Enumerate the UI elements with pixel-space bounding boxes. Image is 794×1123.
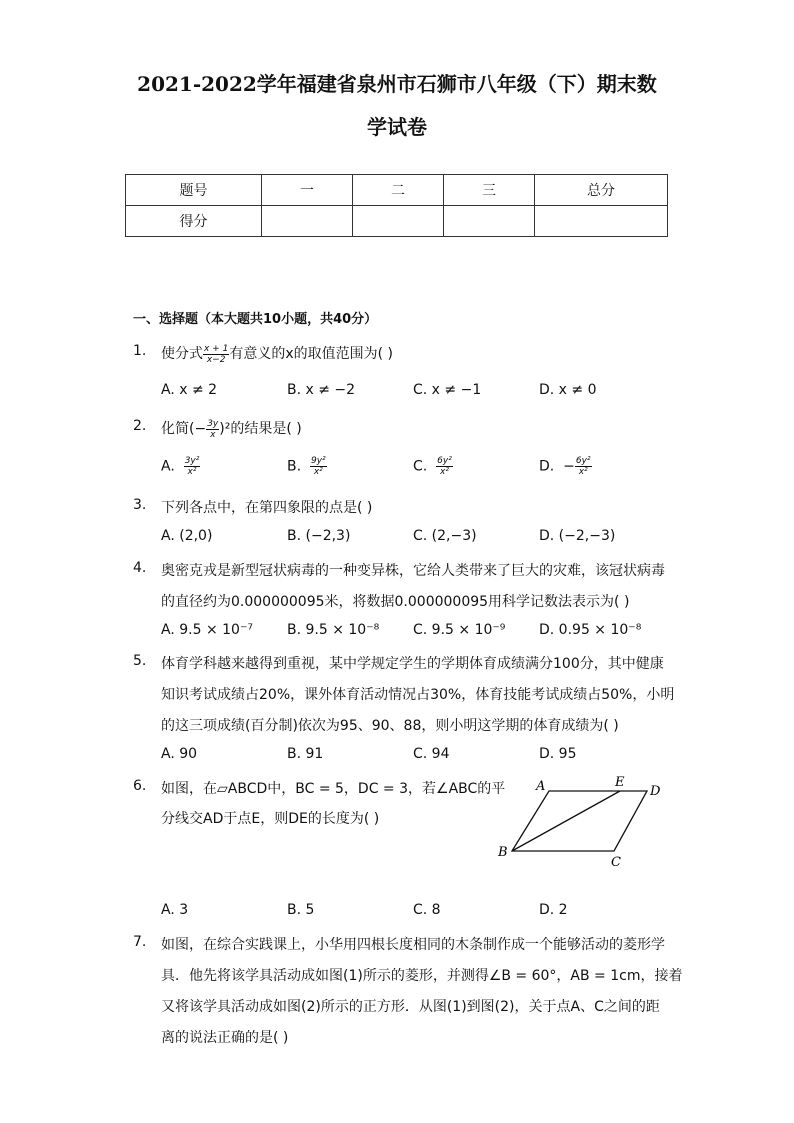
question-text: 具．他先将该学具活动成如图(1)所示的菱形，并测得∠B = 60°，AB = 1cm，接着 [161, 968, 683, 984]
question-text: 的直径约为0.000000095米，将数据0.000000095用科学记数法表示为( ) [161, 594, 630, 610]
score-cell[interactable] [353, 206, 444, 237]
question-number: 1. [133, 343, 147, 359]
score-cell[interactable] [444, 206, 535, 237]
option-d[interactable]: D. 2 [539, 902, 568, 918]
option-c[interactable]: C. 8 [413, 902, 441, 918]
question-number: 4. [133, 560, 147, 576]
score-table-header-row [126, 175, 668, 206]
option-a[interactable]: A. 3 [161, 902, 189, 918]
section-heading: 一、选择题（本大题共10小题，共40分） [133, 312, 378, 327]
option-b[interactable]: B. x ≠ −2 [287, 382, 356, 398]
question-text: 有意义的x的取值范围为( ) [229, 346, 393, 362]
option-a[interactable]: A. $\frac{\text{3y²}}{\text{x²}}$ [161, 456, 200, 477]
question-number: 6. [133, 778, 147, 794]
question-text: )²的结果是( ) [219, 421, 302, 437]
question-number: 5. [133, 653, 147, 669]
question-text: 化简(− [161, 421, 207, 437]
fraction: $\frac{\text{9y²}}{\text{x²}}$ [310, 456, 326, 477]
question-text: 的这三项成绩(百分制)依次为95、90、88，则小明这学期的体育成绩为( ) [161, 718, 619, 734]
score-header-cell: 总分 [535, 175, 668, 206]
option-c[interactable]: C. x ≠ −1 [413, 382, 482, 398]
question-number: 7. [133, 934, 147, 950]
option-b[interactable]: B. 5 [287, 902, 315, 918]
option-b[interactable]: B. $\frac{\text{9y²}}{\text{x²}}$ [287, 456, 326, 477]
option-c[interactable]: C. $\frac{\text{6y²}}{\text{x²}}$ [413, 456, 452, 477]
option-b[interactable]: B. 9.5 × 10⁻⁸ [287, 622, 380, 638]
question-text: 如图，在▱ABCD中，BC = 5，DC = 3，若∠ABC的平 [161, 781, 506, 797]
question-number: 3. [133, 497, 147, 513]
fraction: $\frac{x + 1}{x-2}$ [204, 343, 229, 365]
score-table [125, 174, 668, 237]
option-b[interactable]: B. (−2,3) [287, 528, 351, 544]
point-label-e: E [615, 775, 625, 790]
score-header-cell: 题号 [126, 175, 262, 206]
point-label-a: A [536, 779, 546, 794]
question-text: 又将该学具活动成如图(2)所示的正方形．从图(1)到图(2)，关于点A、C之间的距 [161, 999, 660, 1015]
question-text: 体育学科越来越得到重视，某中学规定学生的学期体育成绩满分100分，其中健康 [161, 656, 664, 672]
option-d[interactable]: D. x ≠ 0 [539, 382, 597, 398]
question-text: 下列各点中，在第四象限的点是( ) [161, 500, 373, 516]
fraction: $\frac{3y}{x}$ [207, 418, 219, 440]
option-d[interactable]: D. − $\frac{\text{6y²}}{\text{x²}}$ [539, 456, 591, 477]
fraction: $\frac{\text{6y²}}{\text{x²}}$ [575, 456, 591, 477]
score-cell[interactable] [262, 206, 353, 237]
score-header-cell: 二 [353, 175, 444, 206]
option-d[interactable]: D. 95 [539, 746, 577, 762]
question-text: 奥密克戎是新型冠状病毒的一种变异株，它给人类带来了巨大的灾难，该冠状病毒 [161, 563, 665, 579]
question-text: 使分式 [161, 346, 203, 362]
exam-title-line2: 学试卷 [367, 115, 427, 139]
option-c[interactable]: C. 9.5 × 10⁻⁹ [413, 622, 506, 638]
point-label-c: C [611, 855, 621, 870]
point-label-d: D [650, 784, 661, 799]
parallelogram-abcd [512, 791, 647, 851]
option-d[interactable]: D. 0.95 × 10⁻⁸ [539, 622, 642, 638]
score-header-cell: 一 [262, 175, 353, 206]
question-text: 离的说法正确的是( ) [161, 1030, 289, 1046]
fraction: $\frac{\text{6y²}}{\text{x²}}$ [437, 456, 452, 477]
angle-bisector-be [512, 791, 620, 851]
option-b[interactable]: B. 91 [287, 746, 324, 762]
question-text: 分线交AD于点E，则DE的长度为( ) [161, 811, 380, 827]
option-c[interactable]: C. (2,−3) [413, 528, 477, 544]
score-header-cell: 三 [444, 175, 535, 206]
exam-title-line1: 2021-2022学年福建省泉州市石狮市八年级（下）期末数 [137, 72, 657, 96]
score-row-label: 得分 [126, 206, 262, 237]
parallelogram-figure [490, 772, 670, 872]
question-text: 如图，在综合实践课上，小华用四根长度相同的木条制作成一个能够活动的菱形学 [161, 937, 665, 953]
fraction: $\frac{\text{3y²}}{\text{x²}}$ [184, 456, 200, 477]
option-a[interactable]: A. (2,0) [161, 528, 213, 544]
option-a[interactable]: A. x ≠ 2 [161, 382, 218, 398]
point-label-b: B [498, 845, 508, 860]
option-a[interactable]: A. 90 [161, 746, 198, 762]
option-c[interactable]: C. 94 [413, 746, 450, 762]
score-cell[interactable] [535, 206, 668, 237]
question-text: 知识考试成绩占20%，课外体育活动情况占30%，体育技能考试成绩占50%，小明 [161, 687, 675, 703]
option-d[interactable]: D. (−2,−3) [539, 528, 616, 544]
option-a[interactable]: A. 9.5 × 10⁻⁷ [161, 622, 253, 638]
score-table-score-row [126, 206, 668, 237]
question-number: 2. [133, 418, 147, 434]
